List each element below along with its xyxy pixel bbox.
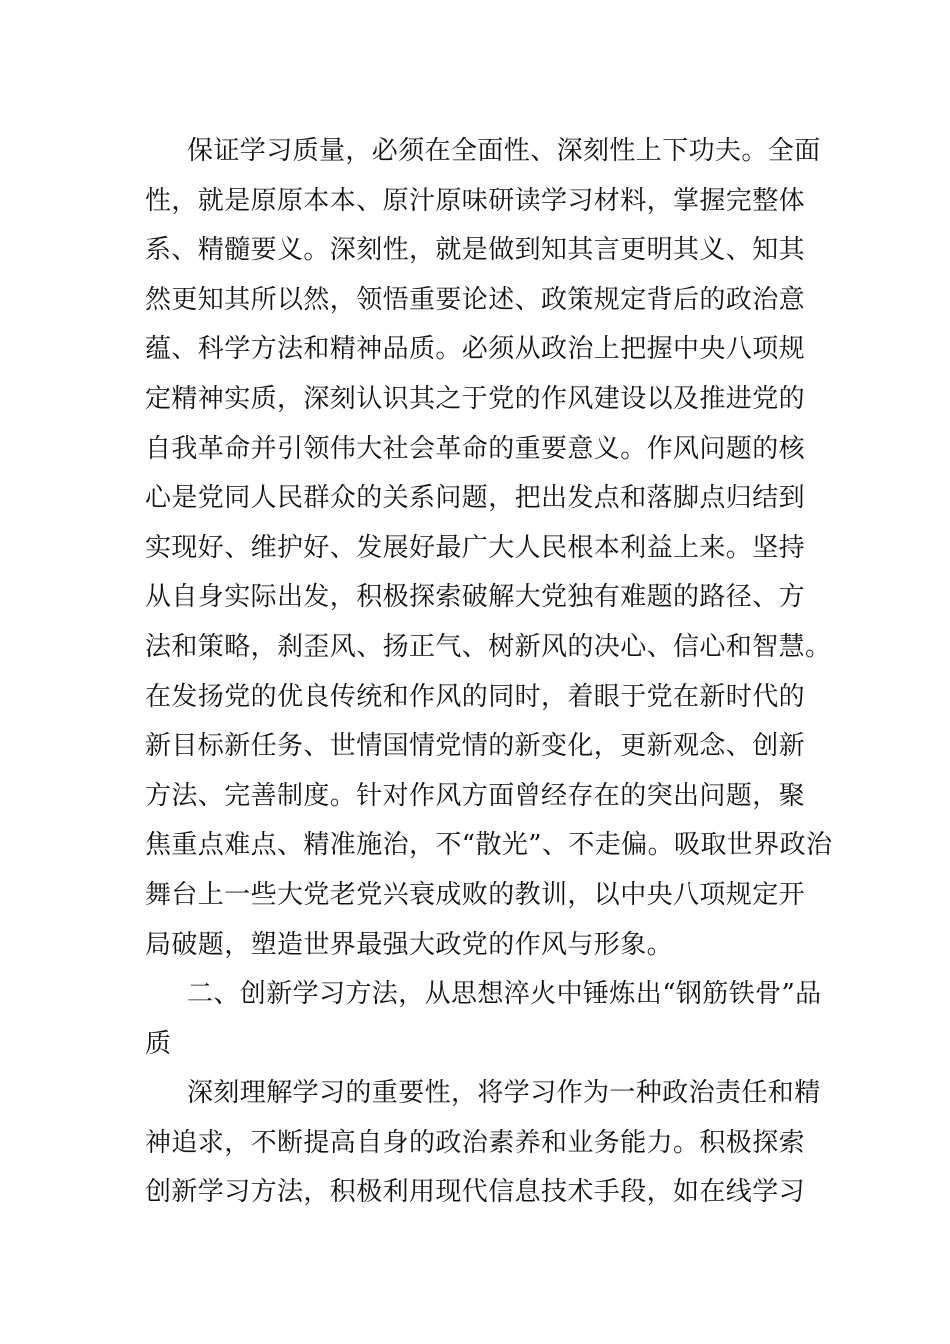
text-line: 然更知其所以然，领悟重要论述、政策规定背后的政治意 [145,284,806,315]
text-line: 定精神实质，深刻认识其之于党的作风建设以及推进党的 [145,383,806,414]
text-line: 神追求，不断提高自身的政治素养和业务能力。积极探索 [145,1127,806,1158]
text-line: 创新学习方法，积极利用现代信息技术手段，如在线学习 [145,1177,806,1208]
text-line: 法和策略，刹歪风、扬正气、树新风的决心、信心和智慧。 [145,631,832,662]
text-line: 方法、完善制度。针对作风方面曾经存在的突出问题，聚 [145,780,806,811]
text-line: 舞台上一些大党老党兴衰成败的教训，以中央八项规定开 [145,879,806,910]
text-line: 性，就是原原本本、原汁原味研读学习材料，掌握完整体 [145,185,806,216]
text-line: 在发扬党的优良传统和作风的同时，着眼于党在新时代的 [145,681,806,712]
section-heading-innovate-study-methods [145,970,822,1069]
heading-line: 二、创新学习方法，从思想淬火中锤炼出“钢筋铁骨”品 [187,979,822,1010]
paragraph-study-importance [145,1069,821,1218]
text-line: 保证学习质量，必须在全面性、深刻性上下功夫。全面 [187,136,821,166]
text-line: 实现好、维护好、发展好最广大人民根本利益上来。坚持 [145,532,806,563]
text-line: 系、精髓要义。深刻性，就是做到知其言更明其义、知其 [145,235,806,266]
text-line: 局破题，塑造世界最强大政党的作风与形象。 [145,929,674,960]
text-line: 心是党同人民群众的关系问题，把出发点和落脚点归结到 [145,483,806,514]
text-line: 从自身实际出发，积极探索破解大党独有难题的路径、方 [145,582,806,613]
heading-line: 质 [145,1028,172,1059]
paragraph-study-quality [145,127,833,970]
text-line: 蕴、科学方法和精神品质。必须从政治上把握中央八项规 [145,334,806,365]
text-line: 焦重点难点、精准施治，不“散光”、不走偏。吸取世界政治 [145,830,833,861]
text-line: 深刻理解学习的重要性，将学习作为一种政治责任和精 [187,1078,821,1109]
document-body [145,127,833,1218]
text-line: 新目标新任务、世情国情党情的新变化，更新观念、创新 [145,731,806,762]
text-line: 自我革命并引领伟大社会革命的重要意义。作风问题的核 [145,433,806,464]
